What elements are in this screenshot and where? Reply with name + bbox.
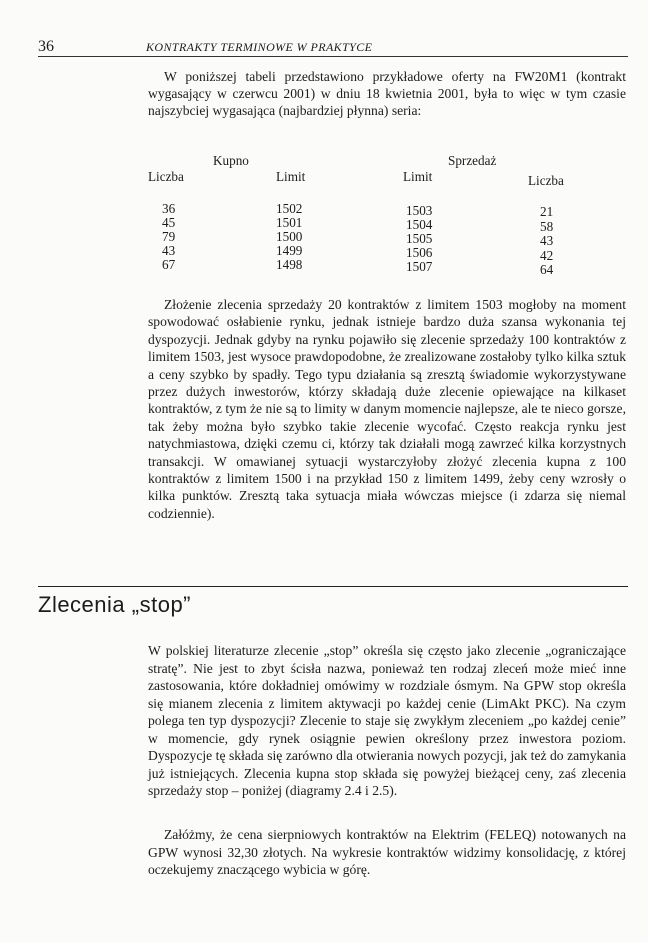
running-header xyxy=(38,38,628,56)
table-cell: 1507 xyxy=(406,259,433,274)
intro-paragraph: W poniższej tabeli przedstawiono przykładowe oferty na FW20M1 (kontrakt wygasający w czerwcu 2001) w dniu 18 kwietnia 2001, była to więc w tym czasie najszybciej wygasająca (najbardziej płynna) seria: xyxy=(148,69,626,119)
table-cell: 1502 xyxy=(276,201,303,216)
page-number: 36 xyxy=(38,38,54,55)
table-cell: 1500 xyxy=(276,229,303,244)
table-cell: 21 xyxy=(540,204,554,219)
table-cell: 1506 xyxy=(406,245,433,260)
body-paragraph-example: Załóżmy, że cena sierpniowych kontraktów na Elektrim (FELEQ) notowanych na GPW wynosi 32,30 złotych. Na wykresie kontraktów widzimy konsolidację, z której oczekujemy znaczącego wybicia w górę. xyxy=(148,827,626,877)
table-cell: 67 xyxy=(162,257,176,272)
section-title: Zlecenia „stop” xyxy=(38,592,192,617)
column-header-sell-quantity: Liczba xyxy=(528,173,564,188)
table-cell: 43 xyxy=(540,233,554,248)
table-cell: 36 xyxy=(162,201,176,216)
table-cell: 45 xyxy=(162,215,176,230)
table-cell: 1501 xyxy=(276,215,303,230)
column-header-sell-limit: Limit xyxy=(403,169,433,184)
group-header-buy: Kupno xyxy=(213,153,249,168)
table-cell: 1504 xyxy=(406,217,433,232)
header-rule xyxy=(38,56,628,57)
table-cell: 43 xyxy=(162,243,176,258)
table-cell: 42 xyxy=(540,248,554,263)
column-header-buy-quantity: Liczba xyxy=(148,169,184,184)
group-header-sell: Sprzedaż xyxy=(448,153,497,168)
body-paragraph-stop-orders: W polskiej literaturze zlecenie „stop” określa się często jako zlecenie „ograniczające stratę”. Nie jest to zbyt ścisła nazwa, ponieważ ten rodzaj zleceń może mieć inne zastosowania, które dokładniej omówimy w rozdziale ósmym. Na GPW stop określa się mianem zlecenia z limitem aktywacji po każdej cenie (LimAkt PKC). Na czym polega ten typ dyspozycji? Zlecenie to staje się zwykłym zleceniem „po każdej cenie” w momencie, gdy rynek osiągnie pewien określony przez inwestora poziom. Dyspozycje tę składa się zarówno dla otwierania nowych pozycji, jak też do zamykania już istniejących. Zlecenia kupna stop składa się powyżej bieżącej ceny, zaś zlecenia sprzedaży stop – poniżej (diagramy 2.4 i 2.5). xyxy=(148,643,626,798)
table-cell: 1499 xyxy=(276,243,303,258)
table-cell: 58 xyxy=(540,219,554,234)
table-cell: 1505 xyxy=(406,231,433,246)
table-cell: 1498 xyxy=(276,257,303,272)
body-paragraph-order-size: Złożenie zlecenia sprzedaży 20 kontraktów z limitem 1503 mogłoby na moment spowodować osłabienie rynku, jednak istnieje bardzo duża szansa wykonania tej dyspozycji. Jednak gdyby na rynku pojawiło się zlecenie sprzedaży 100 kontraktów z limitem 1503, jest wysoce prawdopodobne, że zrealizowane zostałoby tylko kilka sztuk a ceny szybko by spadły. Tego typu działania są zresztą świadomie wykorzystywane przez dużych inwestorów, którzy składają duże zlecenie opiewające na kilkaset kontraktów, z tym że nie są to limity w danym momencie najlepsze, ale te nieco gorsze, tak żeby można było szybko takie zlecenie wycofać. Często reakcja rynku jest natychmiastowa, dzięki czemu ci, którzy tak działali mogą zawrzeć kilka korzystnych transakcji. W omawianej sytuacji wystarczyłoby złożyć zlecenia kupna z 100 kontraktów z limitem 1500 i na przykład 150 z limitem 1499, żeby ceny wzrosły o kilka punktów. Zresztą taka sytuacja miała wówczas miejsce (i zdarza się niemal codziennie). xyxy=(148,297,626,521)
column-header-buy-limit: Limit xyxy=(276,169,306,184)
offers-table xyxy=(148,153,588,283)
running-title: KONTRAKTY TERMINOWE W PRAKTYCE xyxy=(146,40,373,54)
table-cell: 64 xyxy=(540,262,554,277)
table-cell: 79 xyxy=(162,229,176,244)
section-rule xyxy=(38,586,628,587)
table-cell: 1503 xyxy=(406,203,433,218)
